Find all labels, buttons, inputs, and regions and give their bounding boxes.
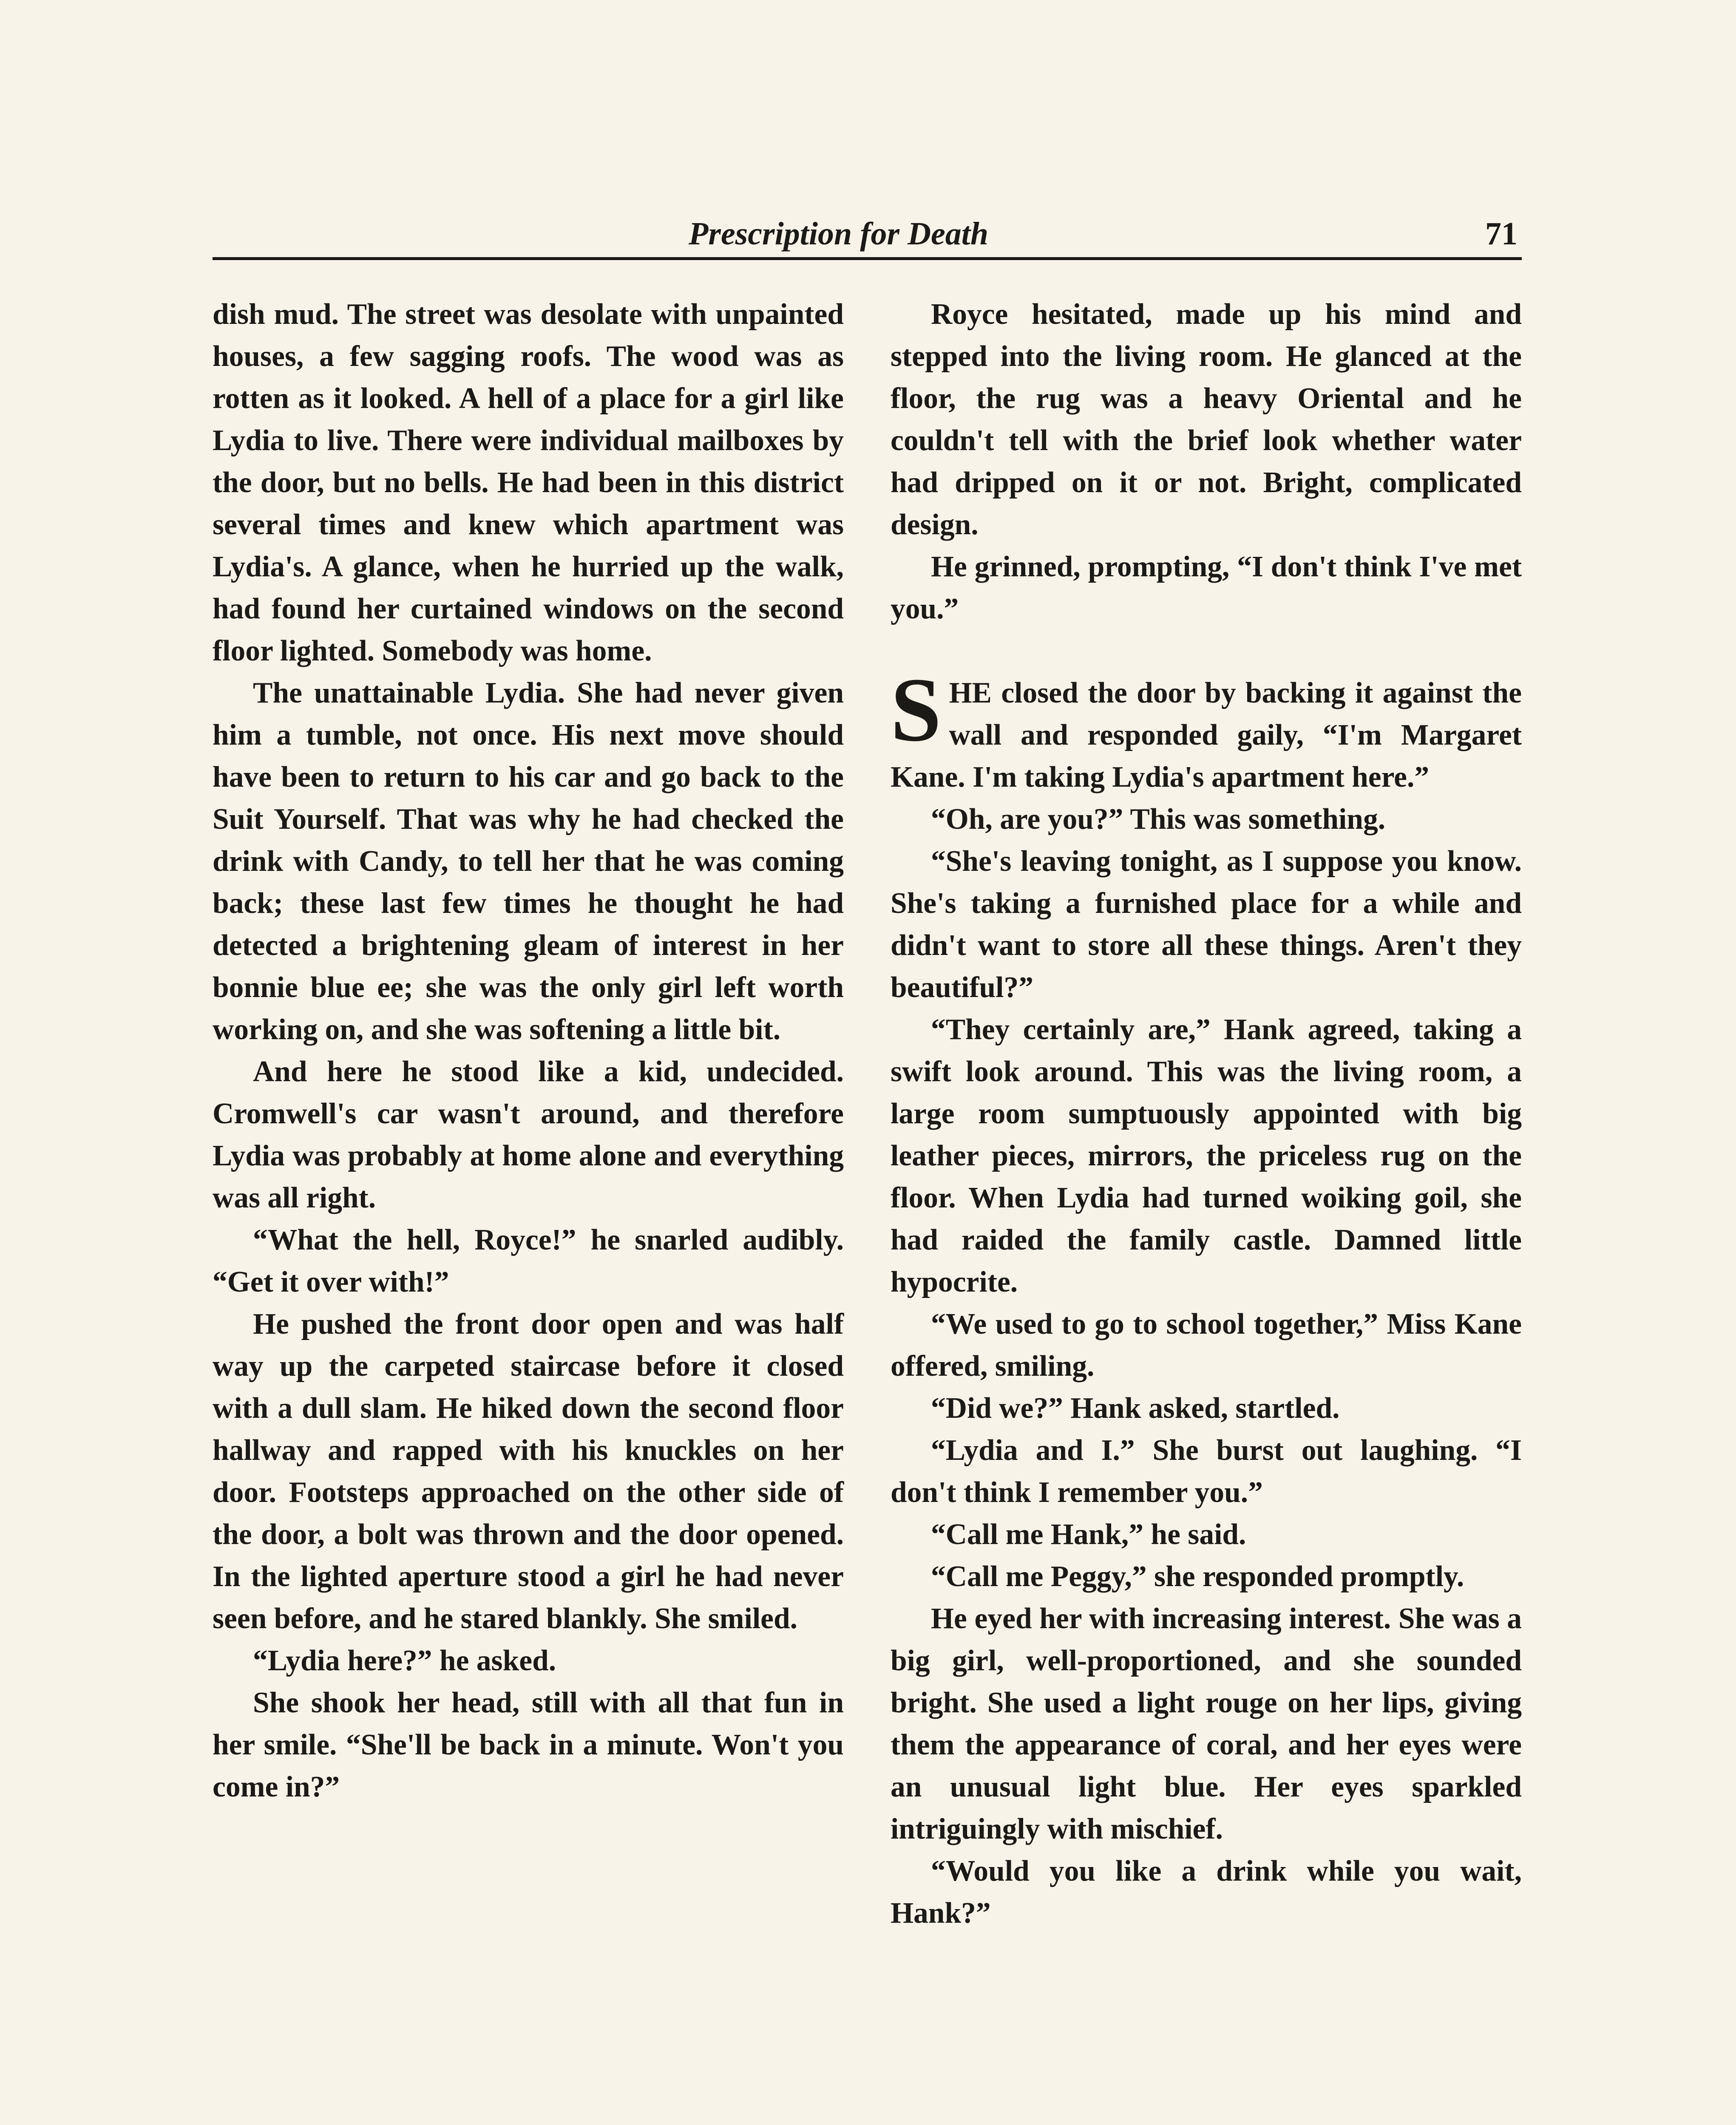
paragraph: “Lydia here?” he asked.: [253, 1644, 556, 1677]
paragraph-text: closed the door by backing it against the wall and responded gaily, “I'm Margaret Kane. I'm taking Lydia's apartment here.”: [891, 677, 1522, 793]
paragraph: And here he stood like a kid, undecided. Cromwell's car wasn't around, and therefore Lydia was probably at home alone and everything was all right.: [213, 1055, 844, 1214]
right-column: [891, 293, 1522, 1934]
paragraph: “They certainly are,” Hank agreed, taking a swift look around. This was the living room, a large room sumptuously appointed with big leather pieces, mirrors, the priceless rug on the floor. When Lydia had turned woiking goil, she had raided the family castle. Damned little hypocrite.: [891, 1013, 1522, 1298]
paragraph: Royce hesitated, made up his mind and stepped into the living room. He glanced at the floor, the rug was a heavy Oriental and he couldn't tell with the brief look whether water had dripped on it or not. Bright, complicated design.: [891, 298, 1522, 541]
paragraph: “Call me Peggy,” she responded promptly.: [931, 1560, 1464, 1593]
running-title: Prescription for Death: [689, 216, 989, 252]
paragraph: The unattainable Lydia. She had never given him a tumble, not once. His next move should have been to return to his car and go back to the Suit Yourself. That was why he had checked the drink with Candy, to tell her that he was coming back; these last few times he thought he had detected a brightening gleam of interest in her bonnie blue ee; she was the only girl left worth working on, and she was softening a little bit.: [213, 677, 844, 1046]
paragraph: dish mud. The street was desolate with unpainted houses, a few sagging roofs. The wood was as rotten as it looked. A hell of a place for a girl like Lydia to live. There were individual mailboxes by the door, but no bells. He had been in this district several times and knew which apartment was Lydia's. A glance, when he hurried up the walk, had found her curtained windows on the second floor lighted. Somebody was home.: [213, 298, 844, 667]
paragraph: “What the hell, Royce!” he snarled audibly. “Get it over with!”: [213, 1224, 844, 1298]
section-opening-paragraph: [891, 659, 1522, 798]
paragraph: “She's leaving tonight, as I suppose you know. She's taking a furnished place for a while and didn't want to store all these things. Aren't they beautiful?”: [891, 845, 1522, 1004]
paragraph: “We used to go to school together,” Miss Kane offered, smiling.: [891, 1308, 1522, 1383]
paragraph: “Call me Hank,” he said.: [931, 1518, 1246, 1551]
page-number: 71: [1485, 216, 1518, 252]
paragraph: He eyed her with increasing interest. She was a big girl, well-proportioned, and she sounded bright. She used a light rouge on her lips, giving them the appearance of coral, and her eyes were an unusual light blue. Her eyes sparkled intriguingly with mischief.: [891, 1602, 1522, 1845]
left-column: [213, 293, 844, 1808]
paragraph: He pushed the front door open and was half way up the carpeted staircase before it closed with a dull slam. He hiked down the second floor hallway and rapped with his knuckles on her door. Footsteps approached on the other side of the door, a bolt was thrown and the door opened. In the lighted aperture stood a girl he had never seen before, and he stared blankly. She smiled.: [213, 1308, 844, 1635]
paragraph: “Did we?” Hank asked, startled.: [931, 1392, 1340, 1425]
paragraph: “Would you like a drink while you wait, Hank?”: [891, 1855, 1522, 1930]
running-header: [213, 210, 1522, 260]
paragraph: “Oh, are you?” This was something.: [931, 803, 1386, 836]
paragraph: He grinned, prompting, “I don't think I've met you.”: [891, 550, 1522, 625]
lead-in-caps: HE: [949, 677, 992, 709]
drop-cap: S: [891, 659, 942, 760]
paragraph: “Lydia and I.” She burst out laughing. “I don't think I remember you.”: [891, 1434, 1522, 1509]
paragraph: She shook her head, still with all that fun in her smile. “She'll be back in a minute. Won't you come in?”: [213, 1686, 844, 1803]
